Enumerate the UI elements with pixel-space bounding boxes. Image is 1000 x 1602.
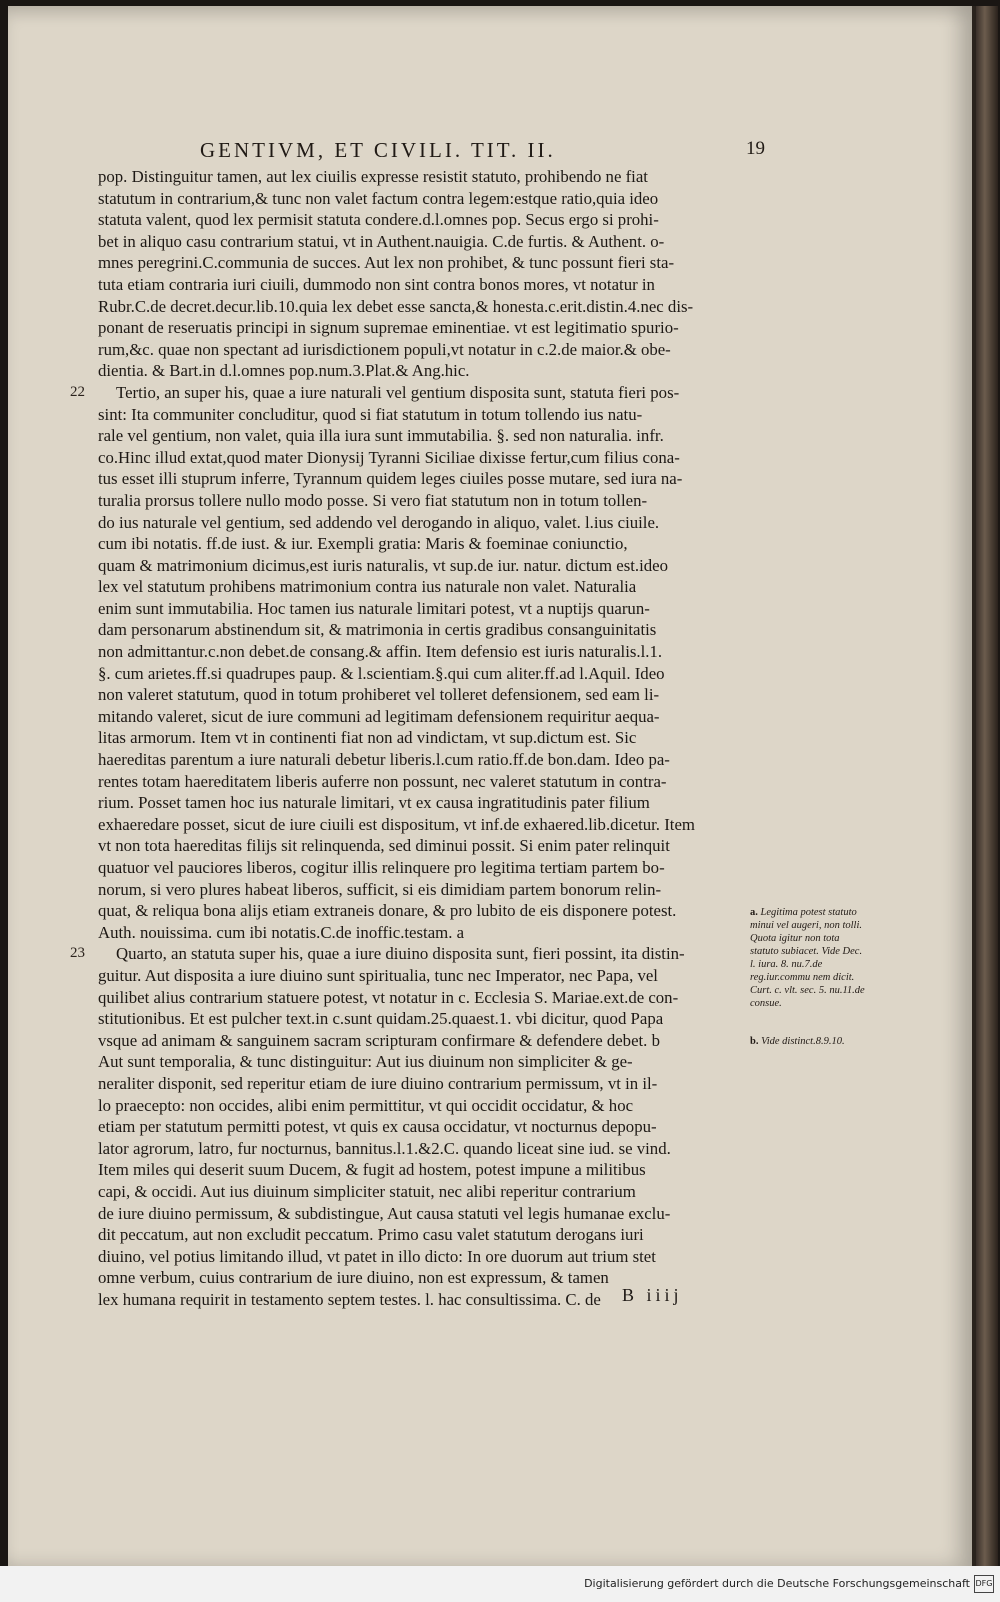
text-line: tuta etiam contraria iuri ciuili, dummodo non sint contra bonos mores, vt notatur in bbox=[98, 274, 655, 294]
text-line: non admittantur.c.non debet.de consang.& affin. Item defensio est iuris naturalis.l.1. bbox=[98, 642, 663, 662]
text-line: lo praecepto: non occides, alibi enim permittitur, vt qui occidit occidatur, & hoc bbox=[98, 1095, 634, 1115]
text-line: lator agrorum, latro, fur nocturnus, bannitus.l.1.&2.C. quando liceat sine iud. se vind. bbox=[98, 1138, 671, 1158]
text-line: sint: Ita communiter concluditur, quod si fiat statutum in totum tollendo ius natu- bbox=[98, 404, 643, 424]
text-line: rium. Posset tamen hoc ius naturale limitari, vt ex causa ingratitudinis pater filium bbox=[98, 793, 650, 813]
text-line: enim sunt immutabilia. Hoc tamen ius naturale limitari potest, vt a nuptijs quarun- bbox=[98, 598, 650, 618]
text-line: norum, si vero plures habeat liberos, sufficit, si eis dimidiam partem bonorum relin- bbox=[98, 879, 662, 899]
text-line: vt non tota haereditas filijs sit relinquenda, sed diminui possit. Si enim pater relinquit bbox=[98, 836, 670, 856]
text-line: Rubr.C.de decret.decur.lib.10.quia lex debet esse sancta,& honesta.c.erit.distin.4.nec dis- bbox=[98, 296, 694, 316]
text-line: pop. Distinguitur tamen, aut lex ciuilis expresse resistit statuto, prohibendo ne fiat bbox=[98, 167, 648, 186]
text-line: rale vel gentium, non valet, quia illa iura sunt immutabilia. §. sed non naturalia. infr. bbox=[98, 426, 664, 446]
text-line: quilibet alius contrarium statuere potest, vt notatur in c. Ecclesia S. Mariae.ext.de con- bbox=[98, 987, 679, 1007]
text-line: lex humana requirit in testamento septem testes. l. hac consultissima. C. de bbox=[98, 1289, 601, 1309]
sidenote-a-label: a. bbox=[750, 907, 758, 918]
paragraph-number: 23 bbox=[70, 945, 85, 962]
text-line: Item miles qui deserit suum Ducem, & fugit ad hostem, potest impune a militibus bbox=[98, 1160, 646, 1180]
text-line: dientia. & Bart.in d.l.omnes pop.num.3.Plat.& Ang.hic. bbox=[98, 361, 470, 381]
text-line: bet in aliquo casu contrarium statui, vt in Authent.nauigia. C.de furtis. & Authent. o- bbox=[98, 231, 665, 251]
text-line: exhaeredare posset, sicut de iure ciuili est dispositum, vt inf.de exhaered.lib.dicetur. Item bbox=[98, 814, 695, 834]
text-line: turalia prorsus tollere nullo modo posse. Si vero fiat statutum non in totum tollen- bbox=[98, 490, 648, 510]
running-head-title: GENTIVM, ET CIVILI. TIT. II. bbox=[200, 138, 556, 162]
text-line: non valeret statutum, quod in totum prohiberet vel tolleret defensionem, sed eam li- bbox=[98, 685, 660, 705]
text-line: etiam per statutum permitti potest, vt quis ex causa occidatur, vt nocturnus depopu- bbox=[98, 1117, 657, 1137]
text-line: neraliter disponit, sed reperitur etiam de iure diuino contrarium permissum, vt in il- bbox=[98, 1073, 658, 1093]
text-line: lex vel statutum prohibens matrimonium contra ius naturale non valet. Naturalia bbox=[98, 577, 637, 597]
text-line: quam & matrimonium dicimus,est iuris naturalis, vt sup.de iur. natur. dictum est.ideo bbox=[98, 555, 669, 575]
text-line: diuino, vel potius limitando illud, vt patet in illo dicto: In ore duorum aut trium stet bbox=[98, 1246, 656, 1266]
text-line: capi, & occidi. Aut ius diuinum simpliciter statuit, nec alibi reperitur contrarium bbox=[98, 1181, 636, 1201]
text-line: haereditas parentum a iure naturali debetur liberis.l.cum ratio.ff.de bon.dam. Ideo pa- bbox=[98, 750, 670, 770]
text-line: ponant de reseruatis principi in signum supremae eminentiae. vt est legitimatio spurio- bbox=[98, 318, 679, 338]
sidenote-b-label: b. bbox=[750, 1036, 759, 1047]
text-line: stitutionibus. Et est pulcher text.in c.sunt quidam.25.quaest.1. vbi dicitur, quod Papa bbox=[98, 1009, 664, 1029]
text-line: co.Hinc illud extat,quod mater Dionysij Tyranni Siciliae dixisse fertur,cum filius cona- bbox=[98, 447, 680, 467]
sidenote-b-text: Vide distinct.8.9.10. bbox=[761, 1036, 845, 1047]
text-line: §. cum arietes.ff.si quadrupes paup. & l.scientiam.§.qui cum aliter.ff.ad l.Aquil. Ideo bbox=[98, 663, 665, 683]
text-line: guitur. Aut disposita a iure diuino sunt spiritualia, tunc nec Imperator, nec Papa, vel bbox=[98, 965, 658, 985]
text-line: Auth. nouissima. cum ibi notatis.C.de inoffic.testam. a bbox=[98, 922, 465, 942]
footer-bar bbox=[0, 1566, 1000, 1602]
text-line: cum ibi notatis. ff.de iust. & iur. Exempli gratia: Maris & foeminae coniunctio, bbox=[98, 534, 628, 554]
text-line: dam personarum abstinendum sit, & matrimonia in certis gradibus consanguinitatis bbox=[98, 620, 657, 640]
sidenote-a bbox=[750, 906, 870, 1010]
text-line: quat, & reliqua bona alijs etiam extraneis donare, & pro lubito de eis disponere potest. bbox=[98, 901, 677, 921]
text-line: vsque ad animam & sanguinem sacram scripturam confirmare & defendere debet. b bbox=[98, 1030, 660, 1050]
text-line: de iure diuino permissum, & subdistingue, Aut causa statuti vel legis humanae exclu- bbox=[98, 1203, 671, 1223]
text-line: statutum in contrarium,& tunc non valet factum contra legem:estque ratio,quia ideo bbox=[98, 188, 659, 208]
text-line: omne verbum, cuius contrarium de iure diuino, non est expressum, & tamen bbox=[98, 1268, 609, 1288]
dfg-logo-icon: DFG bbox=[974, 1575, 994, 1593]
text-line: Aut sunt temporalia, & tunc distinguitur: Aut ius diuinum non simpliciter & ge- bbox=[98, 1052, 633, 1072]
text-line: rentes totam haereditatem liberis auferre non possunt, nec valeret statutum in contra- bbox=[98, 771, 667, 791]
book-spine bbox=[976, 6, 998, 1566]
text-line: quatuor vel pauciores liberos, cogitur illis relinquere pro legitima tertiam partem bo- bbox=[98, 858, 665, 877]
paragraph bbox=[98, 166, 740, 382]
text-line: do ius naturale vel gentium, sed addendo vel derogando in aliquo, valet. l.ius ciuile. bbox=[98, 512, 660, 532]
paragraph bbox=[70, 943, 740, 1310]
folio-number: 19 bbox=[746, 138, 765, 159]
text-line: litas armorum. Item vt in continenti fiat non ad vindictam, vt sup.dictum est. Sic bbox=[98, 728, 637, 748]
text-line: Quarto, an statuta super his, quae a iure diuino disposita sunt, fieri possint, ita distin- bbox=[116, 944, 685, 964]
signature-mark: B iiij bbox=[622, 1285, 683, 1305]
text-line: dit peccatum, aut non excludit peccatum. Primo casu valet statutum derogans iuri bbox=[98, 1225, 644, 1245]
text-line: rum,&c. quae non spectant ad iurisdictionem populi,vt notatur in c.2.de maior.& obe- bbox=[98, 339, 671, 359]
text-line: mnes peregrini.C.communia de succes. Aut lex non prohibet, & tunc possunt fieri sta- bbox=[98, 253, 675, 273]
funding-credit: Digitalisierung gefördert durch die Deutsche Forschungsgemeinschaft bbox=[584, 1577, 970, 1590]
text-line: statuta valent, quod lex permisit statuta condere.d.l.omnes pop. Secus ergo si prohi- bbox=[98, 210, 659, 230]
running-head bbox=[200, 138, 765, 163]
sidenote-b bbox=[750, 1035, 870, 1048]
body-text bbox=[70, 166, 740, 1310]
sidenote-a-text: Legitima potest statuto minui vel augeri, non tolli. Quota igitur non tota statuto subiacet. Vide Dec. l. iura. 8. nu.7.de reg.iur.commu nem dicit. Curt. c. vlt. sec. 5. nu.11.de consue. bbox=[750, 907, 865, 1009]
paragraph-number: 22 bbox=[70, 383, 85, 400]
text-line: tus esset illi stuprum inferre, Tyrannum quidem leges ciuiles posse mutare, sed iura na- bbox=[98, 469, 683, 489]
text-line: mitando valeret, sicut de iure communi ad legitimam defensionem requiritur aequa- bbox=[98, 706, 660, 726]
text-line: Tertio, an super his, quae a iure naturali vel gentium disposita sunt, statuta fieri pos- bbox=[116, 382, 680, 402]
paragraph bbox=[70, 382, 740, 943]
